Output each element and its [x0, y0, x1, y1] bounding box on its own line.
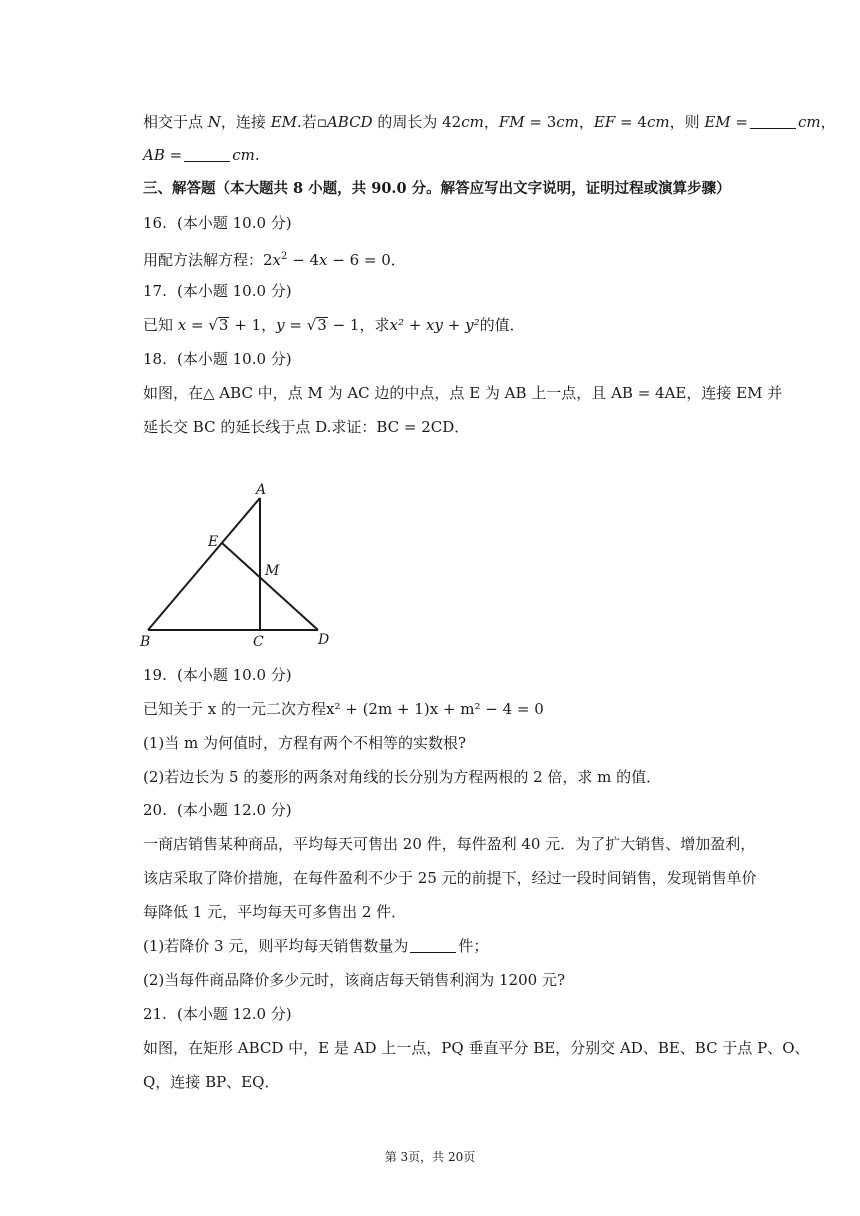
section-heading: 三、解答题（本大题共 8 小题，共 90.0 分。解答应写出文字说明，证明过程或演算步骤） [143, 180, 731, 197]
q20-body-line-5: (2)当每件商品降价多少元时，该商店每天销售利润为 1200 元? [143, 971, 566, 989]
q21-body-line-1: 如图，在矩形 ABCD 中，E 是 AD 上一点，PQ 垂直平分 BE，分别交 AD、BE、BC 于点 P、O、 [143, 1039, 810, 1057]
q20-body-line-4: (1)若降价 3 元，则平均每天销售数量为 件； [143, 937, 489, 955]
answer-blank [750, 114, 796, 129]
label-M: M [265, 563, 280, 579]
q19-body-line-1: 已知关于 x 的一元二次方程x² + (2m + 1)x + m² − 4 = 0 [143, 700, 544, 718]
label-A: A [256, 482, 267, 498]
q20-body-line-1: 一商店销售某种商品，平均每天可售出 20 件，每件盈利 40 元．为了扩大销售、增加盈利， [143, 835, 756, 853]
triangle-diagram [138, 480, 338, 652]
q19-body-line-2: (1)当 m 为何值时，方程有两个不相等的实数根? [143, 734, 467, 752]
q20-body-line-3: 每降低 1 元，平均每天可多售出 2 件． [143, 903, 407, 921]
question-header-20: 20. (本小题 12.0 分) [143, 801, 292, 819]
label-E: E [208, 534, 219, 550]
q21-body-line-2: Q，连接 BP、EQ． [143, 1073, 280, 1091]
label-B: B [140, 634, 151, 650]
label-D: D [318, 632, 330, 648]
question-header-18: 18. (本小题 10.0 分) [143, 350, 292, 368]
question-header-17: 17. (本小题 10.0 分) [143, 282, 292, 300]
sqrt-sign: √ [306, 316, 317, 334]
q18-body-line-2: 延长交 BC 的延长线于点 D.求证：BC = 2CD． [143, 418, 470, 436]
q15-continuation-line-2: AB = cm. [143, 146, 260, 164]
page-footer: 第 3页，共 20页 [384, 1150, 476, 1164]
q18-body-line-1: 如图，在△ ABC 中，点 M 为 AC 边的中点，点 E 为 AB 上一点，且 AB = 4AE，连接 EM 并 [143, 384, 783, 402]
answer-blank [184, 147, 230, 162]
superscript-2: 2 [281, 251, 288, 262]
question-header-16: 16. (本小题 10.0 分) [143, 214, 292, 232]
triangle-figure [138, 480, 338, 652]
q17-body: 已知 x = √3 + 1，y = √3 − 1，求x² + xy + y²的值． [143, 316, 525, 334]
segment-BA [148, 498, 260, 630]
q16-body: 用配方法解方程：$2x^2 - 4x - 6 = 0$． [143, 251, 406, 269]
question-header-19: 19. (本小题 10.0 分) [143, 666, 292, 684]
label-C: C [253, 634, 264, 650]
sqrt-sign: √ [208, 316, 218, 334]
q19-body-line-3: (2)若边长为 5 的菱形的两条对角线的长分别为方程两根的 2 倍，求 m 的值． [143, 768, 662, 786]
q15-continuation-line-1: 相交于点 N，连接 EM.若▫ABCD 的周长为 42cm，FM = 3cm，EF = 4cm，则 EM = cm， [143, 113, 836, 131]
q20-body-line-2: 该店采取了降价措施，在每件盈利不少于 25 元的前提下，经过一段时间销售，发现销售单价 [143, 869, 757, 887]
segment-ED [222, 543, 318, 630]
question-header-21: 21. (本小题 12.0 分) [143, 1005, 292, 1023]
answer-blank [410, 938, 456, 953]
